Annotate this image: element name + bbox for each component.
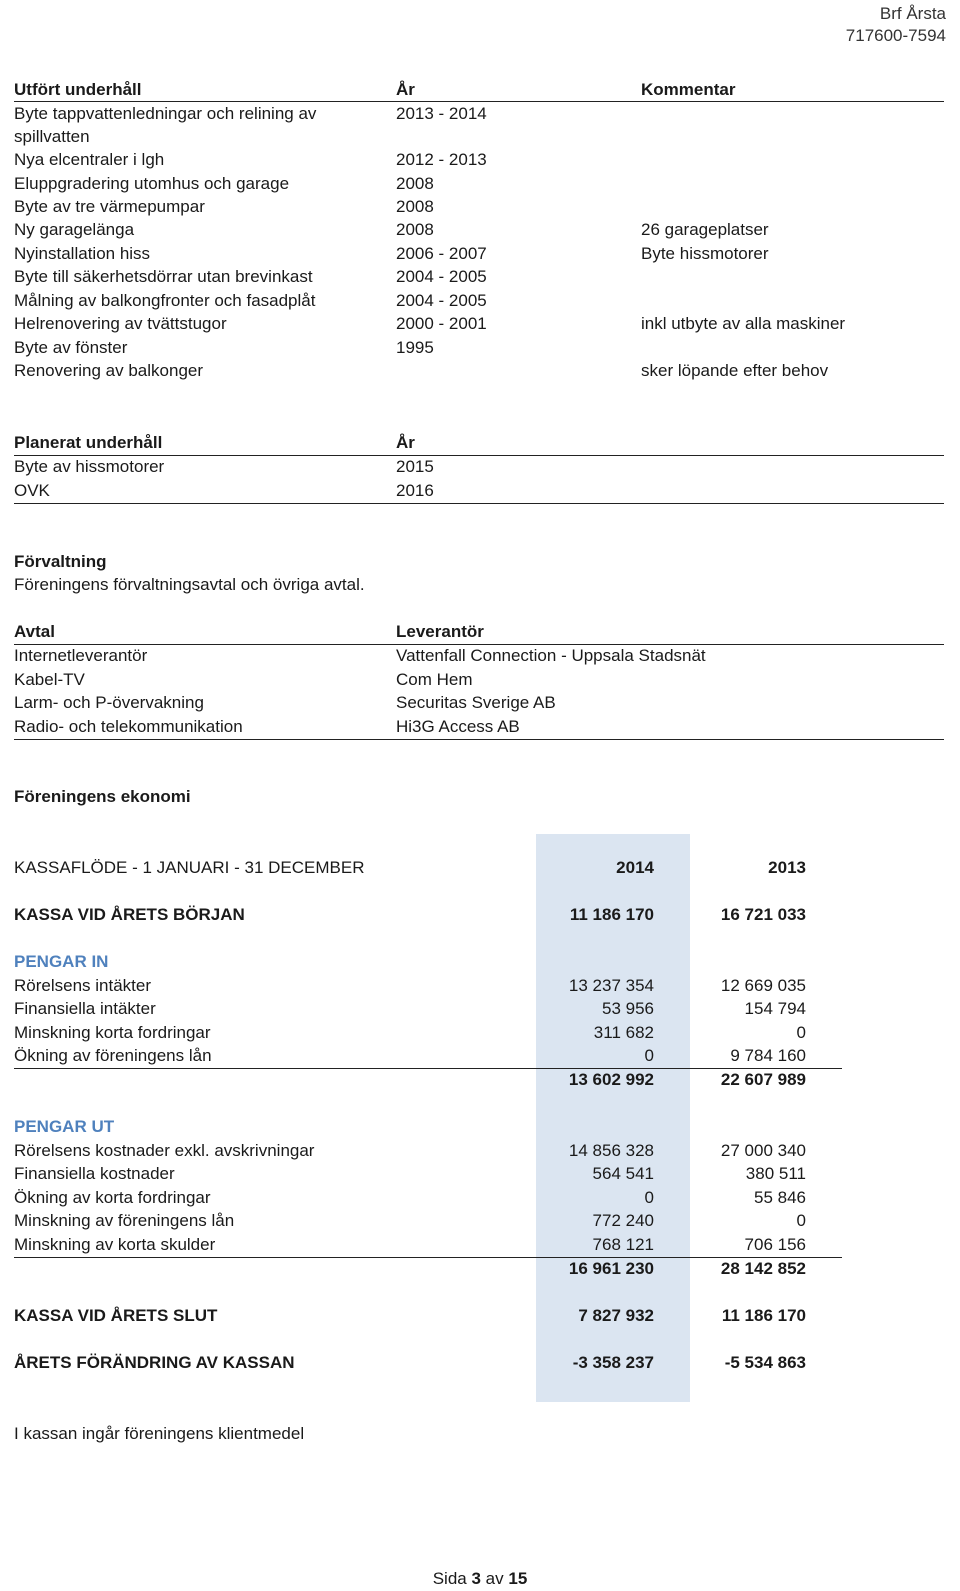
table-row-supplier: Com Hem	[396, 670, 473, 689]
table-row-label: Minskning korta fordringar	[14, 1023, 211, 1042]
table-row-item: Målning av balkongfronter och fasadplåt	[14, 291, 316, 310]
table-row-value-2: 706 156	[744, 1235, 806, 1254]
in-total-1: 13 602 992	[568, 1070, 654, 1089]
table-row-year: 2012 - 2013	[396, 150, 487, 169]
table-row-year: 1995	[396, 338, 434, 357]
col-header-contract: Avtal	[14, 622, 55, 641]
table-row-comment: inkl utbyte av alla maskiner	[641, 314, 846, 333]
table-row-label: Minskning av korta skulder	[14, 1235, 216, 1254]
table-row-supplier: Vattenfall Connection - Uppsala Stadsnät	[396, 646, 706, 665]
col-header-year: År	[396, 80, 415, 99]
table-row-contract: Larm- och P-övervakning	[14, 693, 204, 712]
table-row-item: Nya elcentraler i lgh	[14, 150, 165, 169]
col-header-supplier: Leverantör	[396, 622, 484, 641]
table-row-year: 2015	[396, 457, 434, 476]
change-label: ÅRETS FÖRÄNDRING AV KASSAN	[14, 1353, 295, 1372]
closing-value-2: 11 186 170	[721, 1306, 806, 1325]
cash-note: I kassan ingår föreningens klientmedel	[14, 1424, 305, 1443]
table-row-value-1: 311 682	[593, 1023, 654, 1042]
table-row-comment: Byte hissmotorer	[641, 244, 769, 263]
page-prefix: Sida	[432, 1569, 467, 1588]
table-row-item: Ny garagelänga	[14, 220, 135, 239]
table-row-value-2: 27 000 340	[720, 1141, 806, 1160]
table-row-item: Helrenovering av tvättstugor	[14, 314, 227, 333]
cashflow-title: KASSAFLÖDE - 1 JANUARI - 31 DECEMBER	[14, 858, 365, 877]
table-row-item: Byte tappvattenledningar och relining av	[14, 104, 317, 123]
year-col-1: 2014	[616, 858, 654, 877]
table-row-label: Rörelsens intäkter	[14, 976, 152, 995]
table-row-label: Rörelsens kostnader exkl. avskrivningar	[14, 1141, 315, 1160]
table-row-contract: Kabel-TV	[14, 670, 85, 689]
table-row-item: OVK	[14, 481, 50, 500]
col-header-item: Utfört underhåll	[14, 80, 142, 99]
table-row-contract: Radio- och telekommunikation	[14, 717, 243, 736]
page-footer	[0, 1568, 960, 1590]
table-row-year: 2013 - 2014	[396, 104, 487, 123]
col-header-year: År	[396, 433, 415, 452]
page-number: 3	[471, 1569, 481, 1588]
table-row-year: 2004 - 2005	[396, 267, 487, 286]
col-header-comment: Kommentar	[641, 80, 736, 99]
table-row-item: Eluppgradering utomhus och garage	[14, 174, 290, 193]
org-number: 717600-7594	[845, 26, 946, 45]
table-row-year: 2008	[396, 220, 434, 239]
table-row-value-2: 154 794	[744, 999, 806, 1018]
table-row-item: Renovering av balkonger	[14, 361, 204, 380]
table-bottom-rule	[14, 503, 944, 504]
table-row-item: Nyinstallation hiss	[14, 244, 151, 263]
table-row-value-1: 13 237 354	[568, 976, 654, 995]
opening-value-2: 16 721 033	[720, 905, 806, 924]
year-col-2: 2013	[768, 858, 806, 877]
table-row-label: Ökning av korta fordringar	[14, 1188, 211, 1207]
closing-value-1: 7 827 932	[578, 1306, 654, 1325]
table-row-value-2: 380 511	[745, 1164, 806, 1183]
table-row-item: Byte av hissmotorer	[14, 457, 165, 476]
table-row-item-cont: spillvatten	[14, 127, 90, 146]
opening-label: KASSA VID ÅRETS BÖRJAN	[14, 905, 245, 924]
table-row-comment: sker löpande efter behov	[641, 361, 829, 380]
page-total: 15	[508, 1569, 528, 1588]
table-row-value-1: 772 240	[592, 1211, 654, 1230]
table-row-value-1: 0	[644, 1188, 654, 1207]
table-bottom-rule	[14, 739, 944, 740]
opening-value-1: 11 186 170	[569, 905, 654, 924]
out-label: PENGAR UT	[14, 1117, 115, 1136]
out-total-1: 16 961 230	[568, 1259, 654, 1278]
in-label: PENGAR IN	[14, 952, 109, 971]
table-row-value-2: 0	[796, 1023, 806, 1042]
table-row-value-2: 55 846	[754, 1188, 806, 1207]
page-mid: av	[485, 1569, 504, 1588]
table-row-value-2: 0	[796, 1211, 806, 1230]
table-row-label: Finansiella kostnader	[14, 1164, 175, 1183]
table-row-value-2: 9 784 160	[730, 1046, 806, 1065]
table-row-comment: 26 garageplatser	[641, 220, 769, 239]
economy-title: Föreningens ekonomi	[14, 787, 191, 806]
table-row-value-1: 564 541	[592, 1164, 654, 1183]
table-row-value-2: 12 669 035	[720, 976, 806, 995]
change-value-2: -5 534 863	[724, 1353, 806, 1372]
table-row-label: Ökning av föreningens lån	[14, 1046, 212, 1065]
change-value-1: -3 358 237	[572, 1353, 654, 1372]
in-total-2: 22 607 989	[720, 1070, 806, 1089]
col-header-item: Planerat underhåll	[14, 433, 163, 452]
table-row-item: Byte till säkerhetsdörrar utan brevinkast	[14, 267, 313, 286]
table-row-value-1: 53 956	[602, 999, 654, 1018]
section-title: Förvaltning	[14, 552, 107, 571]
table-row-supplier: Hi3G Access AB	[396, 717, 520, 736]
table-row-year: 2016	[396, 481, 434, 500]
table-row-value-1: 768 121	[592, 1235, 654, 1254]
org-name: Brf Årsta	[879, 4, 946, 23]
header-rule	[14, 101, 944, 102]
table-row-year: 2004 - 2005	[396, 291, 487, 310]
table-row-year: 2006 - 2007	[396, 244, 487, 263]
table-row-value-1: 14 856 328	[568, 1141, 654, 1160]
table-row-supplier: Securitas Sverige AB	[396, 693, 556, 712]
table-row-year: 2008	[396, 174, 434, 193]
closing-label: KASSA VID ÅRETS SLUT	[14, 1306, 218, 1325]
table-row-label: Finansiella intäkter	[14, 999, 156, 1018]
section-subtitle: Föreningens förvaltningsavtal och övriga avtal.	[14, 575, 365, 594]
table-row-year: 2008	[396, 197, 434, 216]
table-row-item: Byte av tre värmepumpar	[14, 197, 205, 216]
table-row-label: Minskning av föreningens lån	[14, 1211, 235, 1230]
table-row-item: Byte av fönster	[14, 338, 128, 357]
table-row-contract: Internetleverantör	[14, 646, 148, 665]
out-total-2: 28 142 852	[720, 1259, 806, 1278]
table-row-value-1: 0	[644, 1046, 654, 1065]
table-row-year: 2000 - 2001	[396, 314, 487, 333]
